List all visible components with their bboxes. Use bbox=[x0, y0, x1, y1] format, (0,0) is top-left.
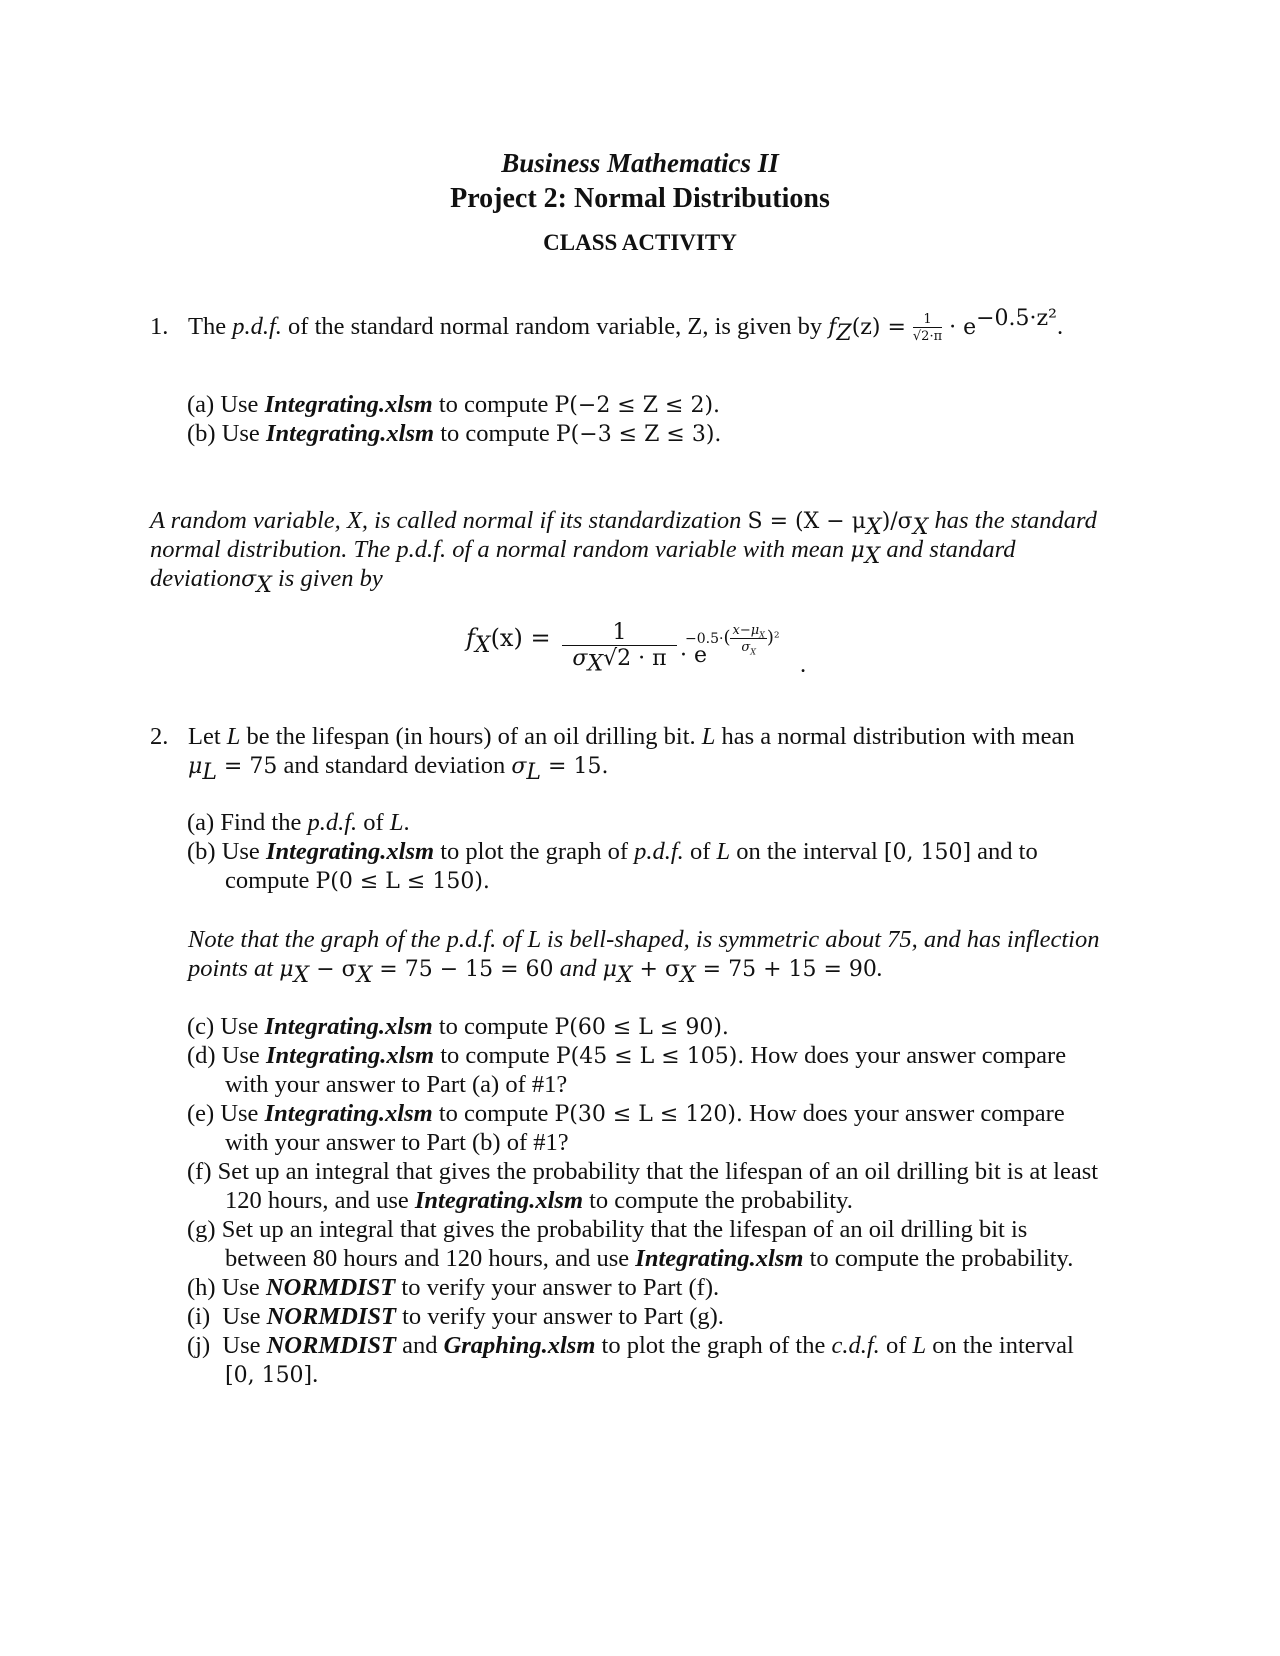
activity-title: CLASS ACTIVITY bbox=[543, 230, 737, 255]
normal-pdf-period: . bbox=[800, 651, 807, 678]
q2-part-i: (i) Use NORMDIST to verify your answer to Part (g). bbox=[187, 1303, 724, 1330]
q2-part-j-line-2: [0, 150]. bbox=[225, 1361, 319, 1388]
q1-part-b: (b) Use Integrating.xlsm to compute P(−3 ≤ Z ≤ 3). bbox=[187, 420, 722, 447]
q1-number: 1. bbox=[150, 313, 169, 340]
normal-pdf-e: · e bbox=[680, 643, 708, 668]
q2-part-f: (f) Set up an integral that gives the probability that the lifespan of an oil drilling bit is at least bbox=[187, 1158, 1099, 1185]
q2-part-j: (j) Use NORMDIST and Graphing.xlsm to plot the graph of the c.d.f. of L on the interval bbox=[187, 1332, 1074, 1359]
q2-part-b: (b) Use Integrating.xlsm to plot the graph of p.d.f. of L on the interval [0, 150] and to bbox=[187, 838, 1038, 865]
q2-part-h: (h) Use NORMDIST to verify your answer to Part (f). bbox=[187, 1274, 720, 1301]
q1-fraction: $\frac{1}{√2\cdot\pi}$ bbox=[912, 312, 943, 345]
q1-statement: The p.d.f. of the standard normal random variable, Z, is given by $f_Z(z)$ = $\frac{1}{√2\cdot\pi}$ · $e^{-0.5\cdot z^2}$. bbox=[188, 305, 1064, 346]
normal-pdf-fraction: $\frac{1}{\sigma_X√2 \cdot \pi}$ bbox=[562, 622, 677, 670]
definition-line-2: normal distribution. The p.d.f. of a normal random variable with mean $\mu_X$ and standard bbox=[150, 536, 1016, 569]
definition-line-3: deviationσ$_X$ is given by bbox=[150, 565, 383, 598]
q2-note-line-1: Note that the graph of the p.d.f. of L is bell-shaped, is symmetric about 75, and has inflection bbox=[188, 926, 1100, 953]
q2-part-e: (e) Use Integrating.xlsm to compute P(30 ≤ L ≤ 120). How does your answer compare bbox=[187, 1100, 1065, 1127]
q2-number: 2. bbox=[150, 723, 169, 750]
q2-note-line-2: points at $\mu_X - \sigma_X = 75 - 15 = 60$ and $\mu_X + \sigma_X = 75 + 15 = 90$. bbox=[188, 955, 884, 988]
definition-line-1: A random variable, X, is called normal if its standardization $S = (X - \mu_X)/\sigma_X$ has the standard bbox=[150, 507, 1097, 540]
q2-part-d-line-2: with your answer to Part (a) of #1? bbox=[225, 1071, 568, 1098]
q2-line-2: $\mu_L = 75$ and standard deviation $\sigma_L = 15$. bbox=[188, 752, 609, 785]
normal-pdf-exponent: −0.5·( $\frac{x-\mu_X}{\sigma_X}$ )$^2$ bbox=[685, 623, 780, 657]
normal-pdf-formula: $f_X(x)$ = bbox=[466, 624, 551, 658]
course-title: Business Mathematics II bbox=[501, 148, 779, 178]
project-title: Project 2: Normal Distributions bbox=[450, 183, 830, 214]
q1-part-a: (a) Use Integrating.xlsm to compute P(−2 ≤ Z ≤ 2). bbox=[187, 391, 721, 418]
q2-line-1: Let L be the lifespan (in hours) of an oil drilling bit. L has a normal distribution with mean bbox=[188, 723, 1075, 750]
q2-part-g-line-2: between 80 hours and 120 hours, and use Integrating.xlsm to compute the probability. bbox=[225, 1245, 1074, 1272]
q2-part-c: (c) Use Integrating.xlsm to compute P(60 ≤ L ≤ 90). bbox=[187, 1013, 729, 1040]
q2-part-e-line-2: with your answer to Part (b) of #1? bbox=[225, 1129, 569, 1156]
q2-part-d: (d) Use Integrating.xlsm to compute P(45 ≤ L ≤ 105). How does your answer compare bbox=[187, 1042, 1067, 1069]
q2-part-b-line-2: compute P(0 ≤ L ≤ 150). bbox=[225, 867, 490, 894]
q2-part-f-line-2: 120 hours, and use Integrating.xlsm to compute the probability. bbox=[225, 1187, 853, 1214]
q2-part-g: (g) Set up an integral that gives the probability that the lifespan of an oil drilling bit is bbox=[187, 1216, 1028, 1243]
q2-part-a: (a) Find the p.d.f. of L. bbox=[187, 809, 410, 836]
